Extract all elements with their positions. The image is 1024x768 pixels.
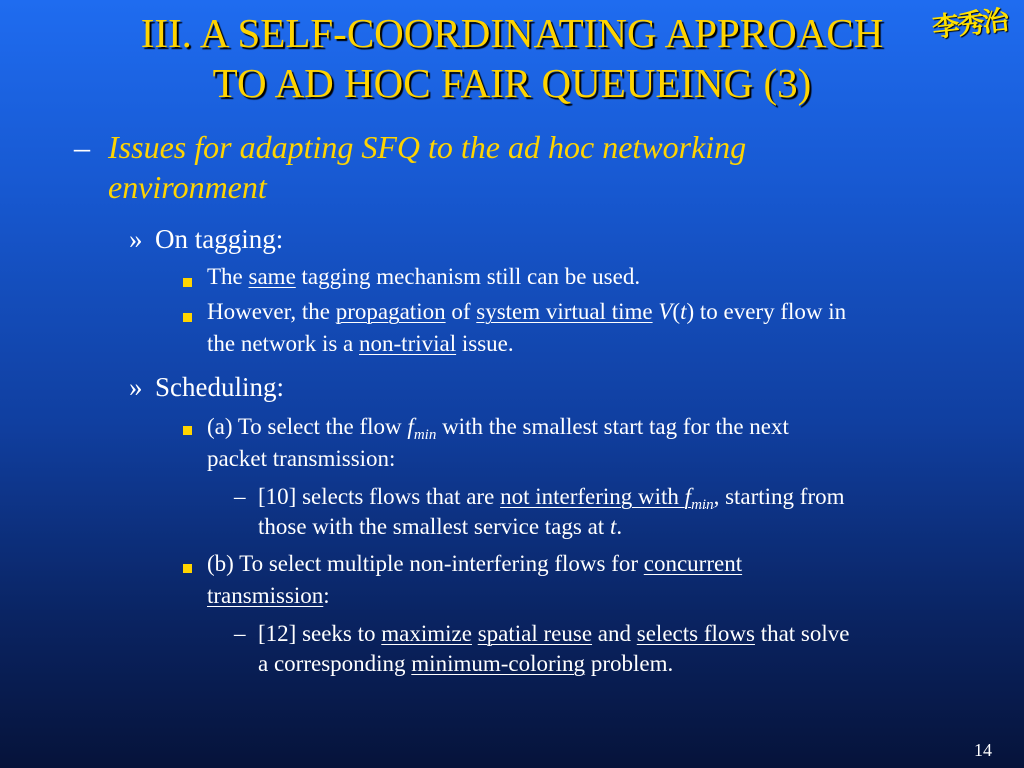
scheduling-b-line-1: (b) To select multiple non-interfering flows for concurrent [207,551,743,576]
underlined-term: minimum-coloring [411,651,586,676]
underlined-term: selects flows [636,621,755,646]
scheduling-a-sub-line-2: those with the smallest service tags at t. [258,514,623,539]
underlined-term: spatial reuse [477,621,593,646]
issues-line-2: environment [108,169,267,205]
scheduling-b-sub-line-1: [12] seeks to maximize spatial reuse and selects flows that solve [258,621,850,646]
bullet-square [183,313,192,322]
scheduling-b-line-2: transmission: [207,583,330,608]
raquo-marker: » [129,372,143,402]
bullet-square [183,426,192,435]
page-number: 14 [974,740,992,760]
underlined-term: propagation [335,299,446,324]
scheduling-a-sub-line-1: [10] selects flows that are not interfering with $f_{min}$, starting from [258,484,845,513]
scheduling-heading: Scheduling: [155,372,284,402]
bullet-square [183,278,192,287]
dash-marker: – [74,129,90,165]
author-seal: 李秀治 [930,5,1009,44]
underlined-term: not interfering with $f_{min}$ [500,484,714,513]
bullet-square [183,564,192,573]
underlined-term: system virtual time [476,299,653,324]
scheduling-a-line-1: (a) To select the flow $f_{min}$ with the smallest start tag for the next [207,414,789,443]
title-line-2: TO AD HOC FAIR QUEUEING (3) [212,60,812,106]
underlined-term: non-trivial [359,331,457,356]
dash-marker: – [234,621,246,646]
scheduling-a-line-2: packet transmission: [207,446,396,471]
tagging-heading: On tagging: [155,224,284,254]
tagging-bullet-1: The same tagging mechanism still can be used. [207,264,641,289]
scheduling-b-sub-line-2: a corresponding minimum-coloring problem. [258,651,674,676]
underlined-term: transmission [207,583,324,608]
underlined-term: same [248,264,296,289]
raquo-marker: » [129,224,143,254]
tagging-bullet-2-line-1: However, the propagation of system virtual time V(t) to every flow in [207,299,847,324]
underlined-term: maximize [381,621,472,646]
issues-line-1: Issues for adapting SFQ to the ad hoc networking [108,129,747,165]
tagging-bullet-2-line-2: the network is a non-trivial issue. [207,331,514,356]
dash-marker: – [234,484,246,509]
underlined-term: concurrent [643,551,743,576]
title-line-1: III. A SELF-COORDINATING APPROACH [140,10,884,56]
slide-title [0,8,1024,108]
